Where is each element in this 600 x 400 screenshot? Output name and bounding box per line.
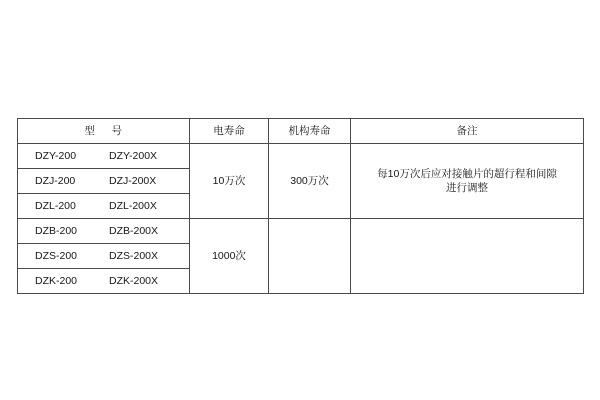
header-mechanical-life: 机构寿命 [269,119,351,144]
model-code-b: DZK-200X [109,274,159,287]
table-row [18,144,584,169]
table-header-row [18,119,584,144]
model-code-b: DZB-200X [109,224,159,237]
header-model-left: 型 [84,124,96,137]
specification-table [17,118,584,294]
electrical-life-group-2: 1000次 [190,219,269,294]
electrical-life-group-1: 10万次 [190,144,269,219]
note-empty [351,219,584,294]
header-electrical-life: 电寿命 [190,119,269,144]
model-cell [18,219,190,244]
model-code-a: DZB-200 [35,224,78,237]
note-line-2: 进行调整 [446,182,488,194]
model-code-a: DZK-200 [35,274,78,287]
model-code-b: DZY-200X [109,149,158,162]
note-cell [351,144,584,219]
model-cell [18,269,190,294]
model-code-a: DZL-200 [35,199,76,212]
header-model [18,119,190,144]
note-line-1: 每10万次后应对接触片的超行程和间隙 [377,167,557,180]
model-code-a: DZJ-200 [35,174,76,187]
mechanical-life-empty [269,219,351,294]
model-cell [18,194,190,219]
model-code-b: DZS-200X [109,249,159,262]
model-cell [18,169,190,194]
header-note: 备注 [351,119,584,144]
mechanical-life-group-1: 300万次 [269,144,351,219]
model-code-a: DZS-200 [35,249,78,262]
model-cell [18,244,190,269]
model-code-b: DZJ-200X [109,174,157,187]
table-row [18,219,584,244]
model-code-a: DZY-200 [35,149,77,162]
model-cell [18,144,190,169]
header-model-right: 号 [111,124,123,137]
model-code-b: DZL-200X [109,199,157,212]
